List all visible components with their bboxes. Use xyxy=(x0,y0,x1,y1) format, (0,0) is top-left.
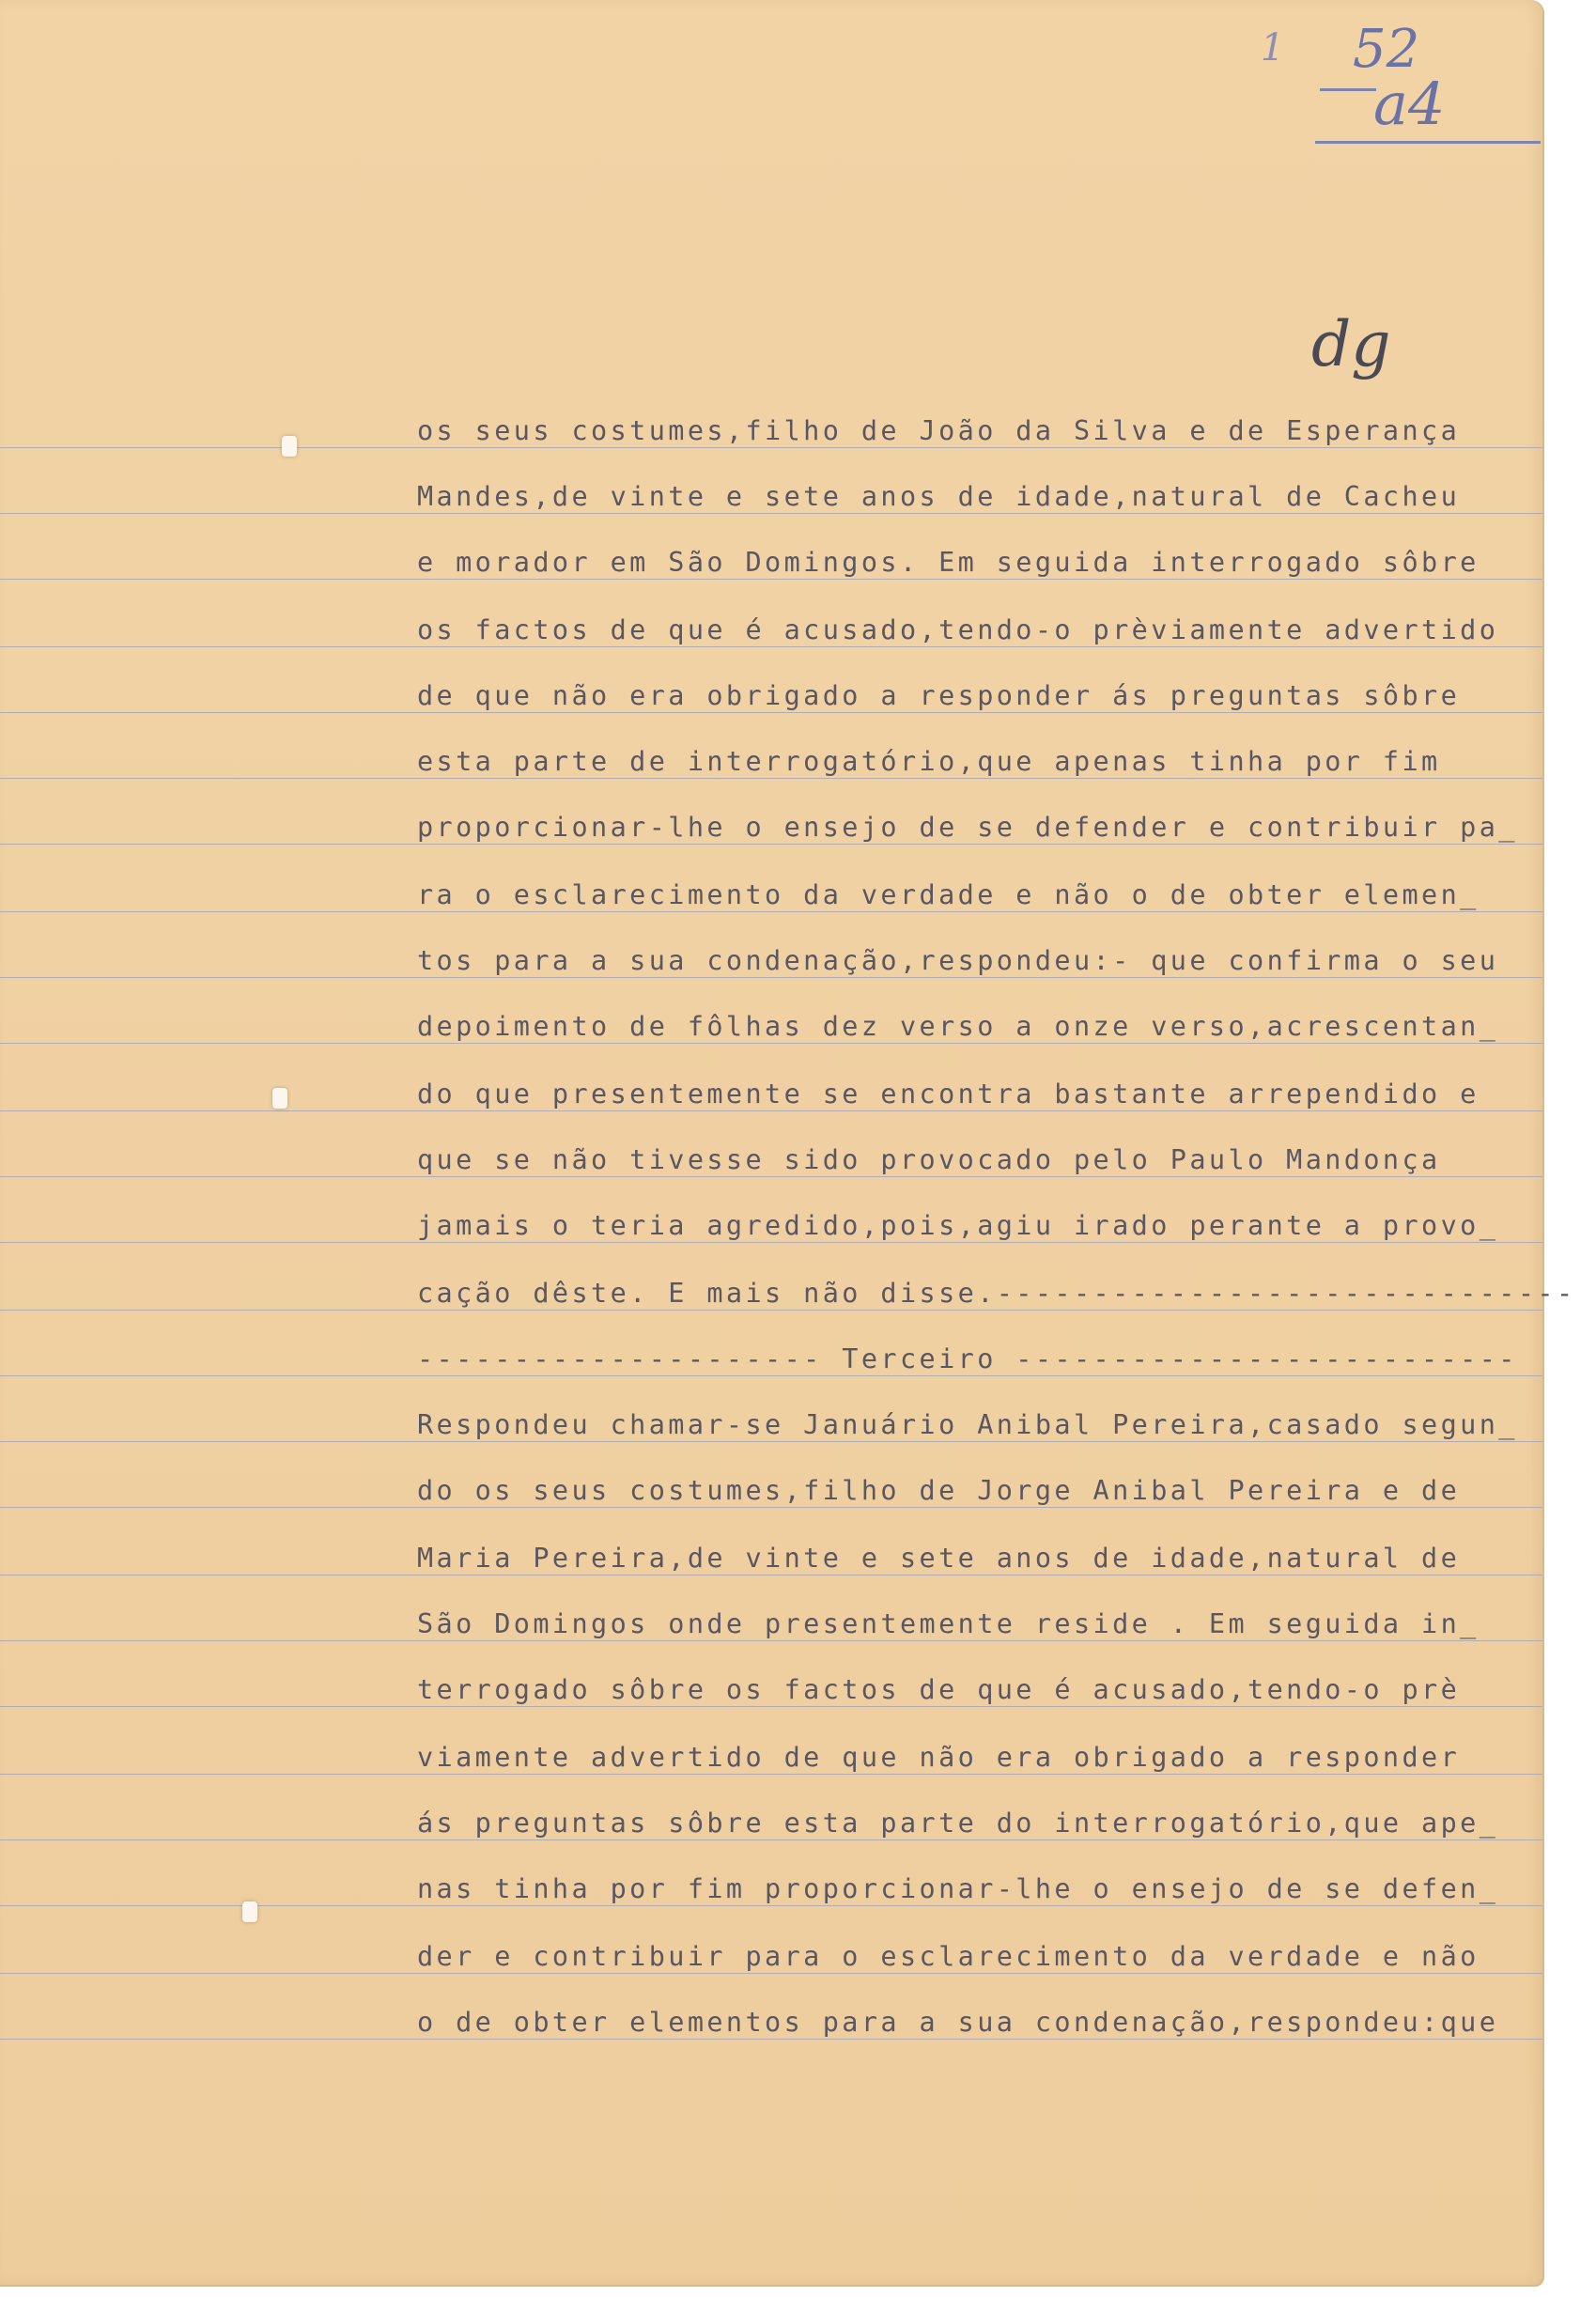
ruled-line xyxy=(0,1242,1542,1243)
ruled-line xyxy=(0,2039,1542,2040)
ruled-line xyxy=(0,1441,1542,1442)
ruled-line xyxy=(0,778,1542,779)
text-line: nas tinha por fim proporcionar-lhe o ensejo de se defen_ xyxy=(417,1873,1499,1904)
text-line: depoimento de fôlhas dez verso a onze verso,acrescentan_ xyxy=(417,1011,1499,1042)
ruled-line xyxy=(0,1310,1542,1311)
text-line: terrogado sôbre os factos de que é acusado,tendo-o prè xyxy=(417,1674,1461,1705)
ruled-line xyxy=(0,1043,1542,1044)
text-line: jamais o teria agredido,pois,agiu irado perante a provo_ xyxy=(417,1210,1499,1241)
ruled-line xyxy=(0,844,1542,845)
text-line-section-heading: --------------------- Terceiro -------------------------- xyxy=(417,1343,1518,1374)
text-line: ra o esclarecimento da verdade e não o de obter elemen_ xyxy=(417,879,1480,910)
ruled-line xyxy=(0,1375,1542,1376)
text-line: Maria Pereira,de vinte e sete anos de idade,natural de xyxy=(417,1543,1461,1574)
ruled-line xyxy=(0,1973,1542,1974)
text-line: os factos de que é acusado,tendo-o prèviamente advertido xyxy=(417,614,1499,645)
ruled-line xyxy=(0,712,1542,713)
ruled-line xyxy=(0,1706,1542,1707)
folio-tick-mark: 1 xyxy=(1261,26,1285,70)
punch-hole xyxy=(272,1088,287,1109)
text-line: São Domingos onde presentemente reside . Em seguida in_ xyxy=(417,1608,1480,1639)
text-line: ás preguntas sôbre esta parte do interrogatório,que ape_ xyxy=(417,1808,1499,1839)
text-line: que se não tivesse sido provocado pelo Paulo Mandonça xyxy=(417,1144,1441,1175)
ruled-line xyxy=(0,1640,1542,1641)
folio-underline xyxy=(1315,141,1541,144)
punch-hole xyxy=(242,1901,257,1922)
text-line: viamente advertido de que não era obrigado a responder xyxy=(417,1742,1461,1773)
text-line: do que presentemente se encontra bastante arrependido e xyxy=(417,1079,1480,1110)
text-line: tos para a sua condenação,respondeu:- que confirma o seu xyxy=(417,945,1499,976)
text-line: de que não era obrigado a responder ás preguntas sôbre xyxy=(417,680,1461,711)
text-line: e morador em São Domingos. Em seguida interrogado sôbre xyxy=(417,547,1480,578)
text-line: esta parte de interrogatório,que apenas tinha por fim xyxy=(417,746,1441,777)
ruled-line xyxy=(0,1110,1542,1111)
ruled-line xyxy=(0,1176,1542,1177)
folio-dash xyxy=(1320,88,1376,91)
folio-number-top: 52 xyxy=(1353,19,1420,80)
ruled-line xyxy=(0,579,1542,580)
ruled-line xyxy=(0,977,1542,978)
text-line: o de obter elementos para a sua condenação,respondeu:que xyxy=(417,2007,1499,2038)
text-line: Respondeu chamar-se Januário Anibal Pereira,casado segun_ xyxy=(417,1409,1518,1440)
ruled-line xyxy=(0,1905,1542,1906)
text-line: cação dêste. E mais não disse.------------------------------ xyxy=(417,1278,1576,1309)
ruled-line xyxy=(0,1774,1542,1775)
text-line: Mandes,de vinte e sete anos de idade,natural de Cacheu xyxy=(417,481,1461,512)
folio-number-bottom: a4 xyxy=(1373,70,1446,138)
text-line: der e contribuir para o esclarecimento da verdade e não xyxy=(417,1941,1480,1972)
ruled-line xyxy=(0,447,1542,448)
text-line: do os seus costumes,filho de Jorge Anibal Pereira e de xyxy=(417,1475,1461,1506)
ruled-line xyxy=(0,513,1542,514)
ruled-line xyxy=(0,646,1542,647)
punch-hole xyxy=(282,436,297,457)
ruled-line xyxy=(0,1839,1542,1840)
ruled-line xyxy=(0,1507,1542,1508)
ruled-line xyxy=(0,911,1542,912)
text-line: proporcionar-lhe o ensejo de se defender e contribuir pa_ xyxy=(417,812,1518,843)
text-line: os seus costumes,filho de João da Silva e de Esperança xyxy=(417,415,1461,446)
handwritten-initials: dg xyxy=(1311,308,1391,380)
